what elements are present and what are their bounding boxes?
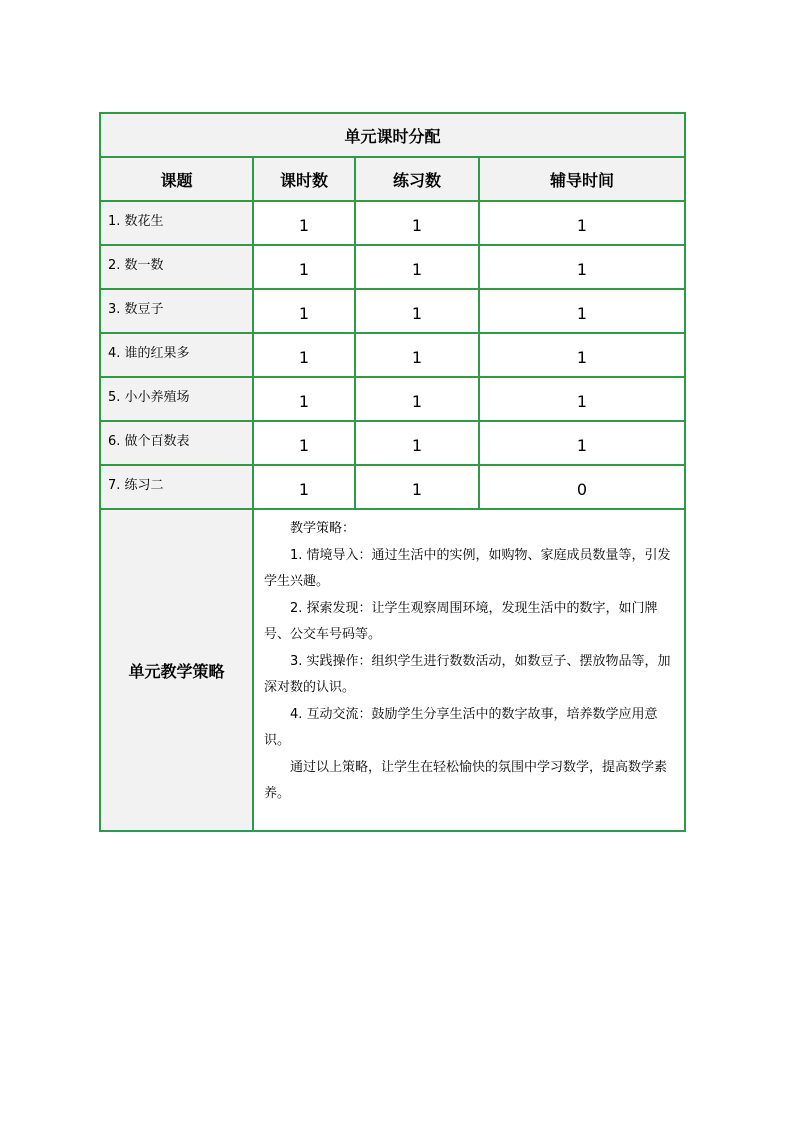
table-row: [100, 245, 685, 289]
table-row: [100, 201, 685, 245]
strategy-paragraph: 2. 探索发现：让学生观察周围环境，发现生活中的数字，如门牌号、公交车号码等。: [264, 600, 658, 642]
hours-cell: 1: [253, 289, 355, 333]
lesson-cell: 1. 数花生: [100, 201, 253, 245]
strategy-paragraph: 通过以上策略，让学生在轻松愉快的氛围中学习数学，提高数学素养。: [264, 759, 668, 801]
lesson-cell: 2. 数一数: [100, 245, 253, 289]
hours-cell: 1: [253, 421, 355, 465]
strategy-row: [100, 509, 685, 831]
table-row: [100, 333, 685, 377]
strategy-content: [253, 509, 685, 831]
hours-cell: 1: [253, 201, 355, 245]
tutoring-cell: 1: [479, 333, 685, 377]
header-hours: 课时数: [253, 157, 355, 201]
tutoring-cell: 1: [479, 289, 685, 333]
lesson-cell: 5. 小小养殖场: [100, 377, 253, 421]
exercises-cell: 1: [355, 421, 479, 465]
strategy-label: 单元教学策略: [100, 509, 253, 831]
tutoring-cell: 1: [479, 245, 685, 289]
lesson-cell: 3. 数豆子: [100, 289, 253, 333]
strategy-paragraph: 教学策略：: [290, 521, 356, 536]
header-lesson: 课题: [100, 157, 253, 201]
hours-cell: 1: [253, 245, 355, 289]
table-header-row: [100, 157, 685, 201]
tutoring-cell: 1: [479, 201, 685, 245]
table-row: [100, 289, 685, 333]
exercises-cell: 1: [355, 289, 479, 333]
table-row: [100, 421, 685, 465]
table-row: [100, 465, 685, 509]
lesson-cell: 7. 练习二: [100, 465, 253, 509]
table-title: 单元课时分配: [100, 113, 685, 157]
exercises-cell: 1: [355, 465, 479, 509]
exercises-cell: 1: [355, 377, 479, 421]
exercises-cell: 1: [355, 201, 479, 245]
header-exercises: 练习数: [355, 157, 479, 201]
strategy-paragraph: 4. 互动交流：鼓励学生分享生活中的数字故事，培养数学应用意识。: [264, 706, 658, 748]
header-tutoring: 辅导时间: [479, 157, 685, 201]
hours-cell: 1: [253, 333, 355, 377]
lesson-cell: 6. 做个百数表: [100, 421, 253, 465]
strategy-paragraph: 1. 情境导入：通过生活中的实例，如购物、家庭成员数量等，引发学生兴趣。: [264, 547, 671, 589]
table-row: [100, 377, 685, 421]
lesson-allocation-table: [99, 112, 686, 832]
strategy-paragraph: 3. 实践操作：组织学生进行数数活动，如数豆子、摆放物品等，加深对数的认识。: [264, 653, 671, 695]
tutoring-cell: 1: [479, 421, 685, 465]
tutoring-cell: 0: [479, 465, 685, 509]
table-title-row: [100, 113, 685, 157]
hours-cell: 1: [253, 465, 355, 509]
tutoring-cell: 1: [479, 377, 685, 421]
exercises-cell: 1: [355, 333, 479, 377]
exercises-cell: 1: [355, 245, 479, 289]
hours-cell: 1: [253, 377, 355, 421]
lesson-cell: 4. 谁的红果多: [100, 333, 253, 377]
